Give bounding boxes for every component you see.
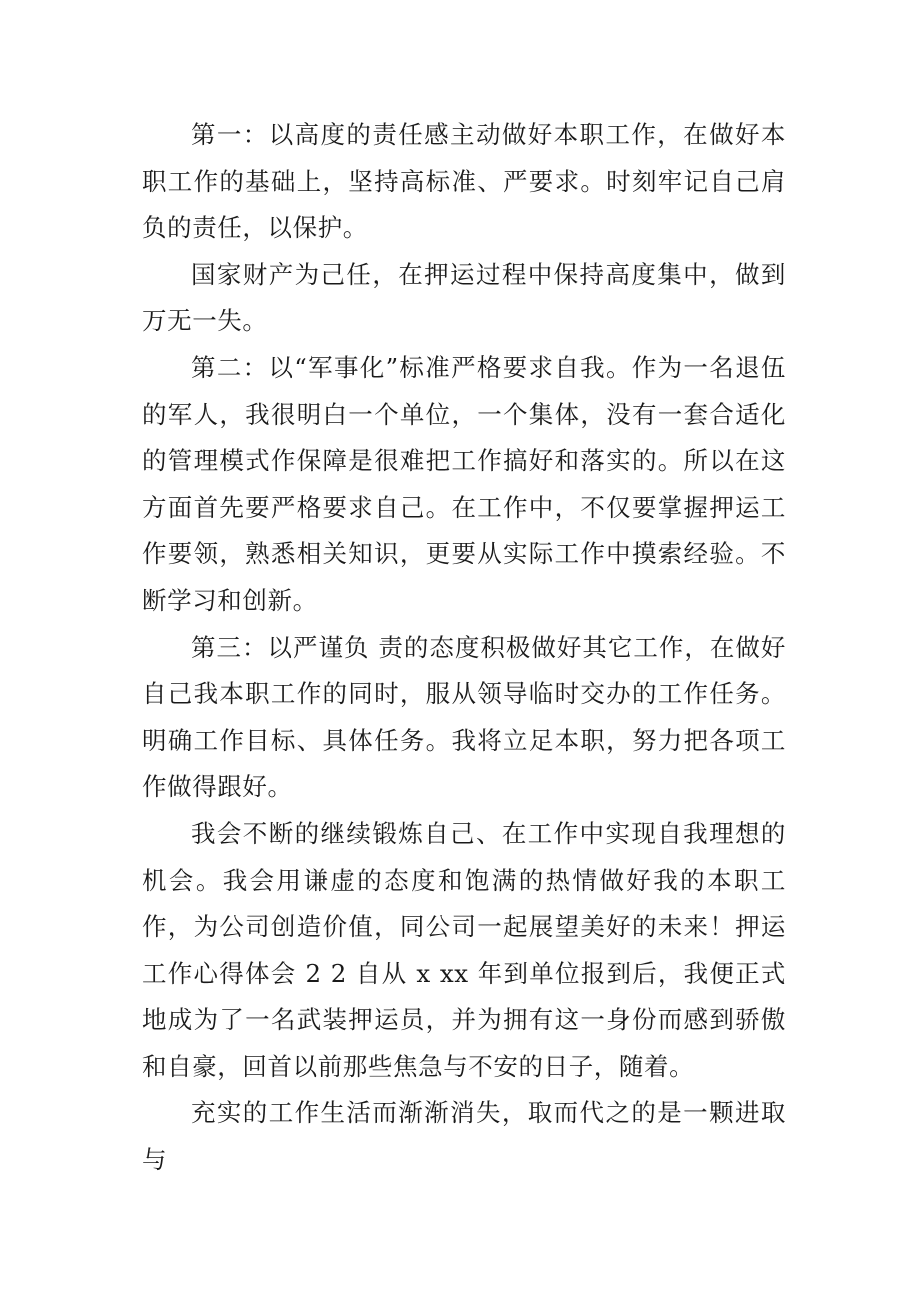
paragraph-1: 第一：以高度的责任感主动做好本职工作，在做好本职工作的基础上，坚持高标准、严要求。时刻牢记自己肩负的责任，以保护。: [142, 120, 786, 243]
paragraph-5: 我会不断的继续锻炼自己、在工作中实现自我理想的机会。我会用谦虚的态度和饱满的热情做好我的本职工作，为公司创造价值，同公司一起展望美好的未来！押运工作心得体会 2 2 自从 x xx 年到单位报到后，我便正式地成为了一名武装押运员，并为拥有这一身份而感到骄傲和自豪，回首以前那些焦急与不安的日子，随着。: [142, 818, 786, 1081]
paragraph-6: 充实的工作生活而渐渐消失，取而代之的是一颗进取与: [142, 1098, 786, 1175]
document-body: [142, 112, 786, 1184]
paragraph-2: 国家财产为己任，在押运过程中保持高度集中，做到万无一失。: [142, 259, 786, 336]
paragraph-4: 第三：以严谨负 责的态度积极做好其它工作，在做好自己我本职工作的同时，服从领导临时交办的工作任务。明确工作目标、具体任务。我将立足本职，努力把各项工作做得跟好。: [142, 632, 786, 802]
paragraph-3: 第二：以“军事化”标准严格要求自我。作为一名退伍的军人，我很明白一个单位，一个集体，没有一套合适化的管理模式作保障是很难把工作搞好和落实的。所以在这方面首先要严格要求自己。在工作中，不仅要掌握押运工作要领，熟悉相关知识，更要从实际工作中摸索经验。不断学习和创新。: [142, 352, 786, 615]
